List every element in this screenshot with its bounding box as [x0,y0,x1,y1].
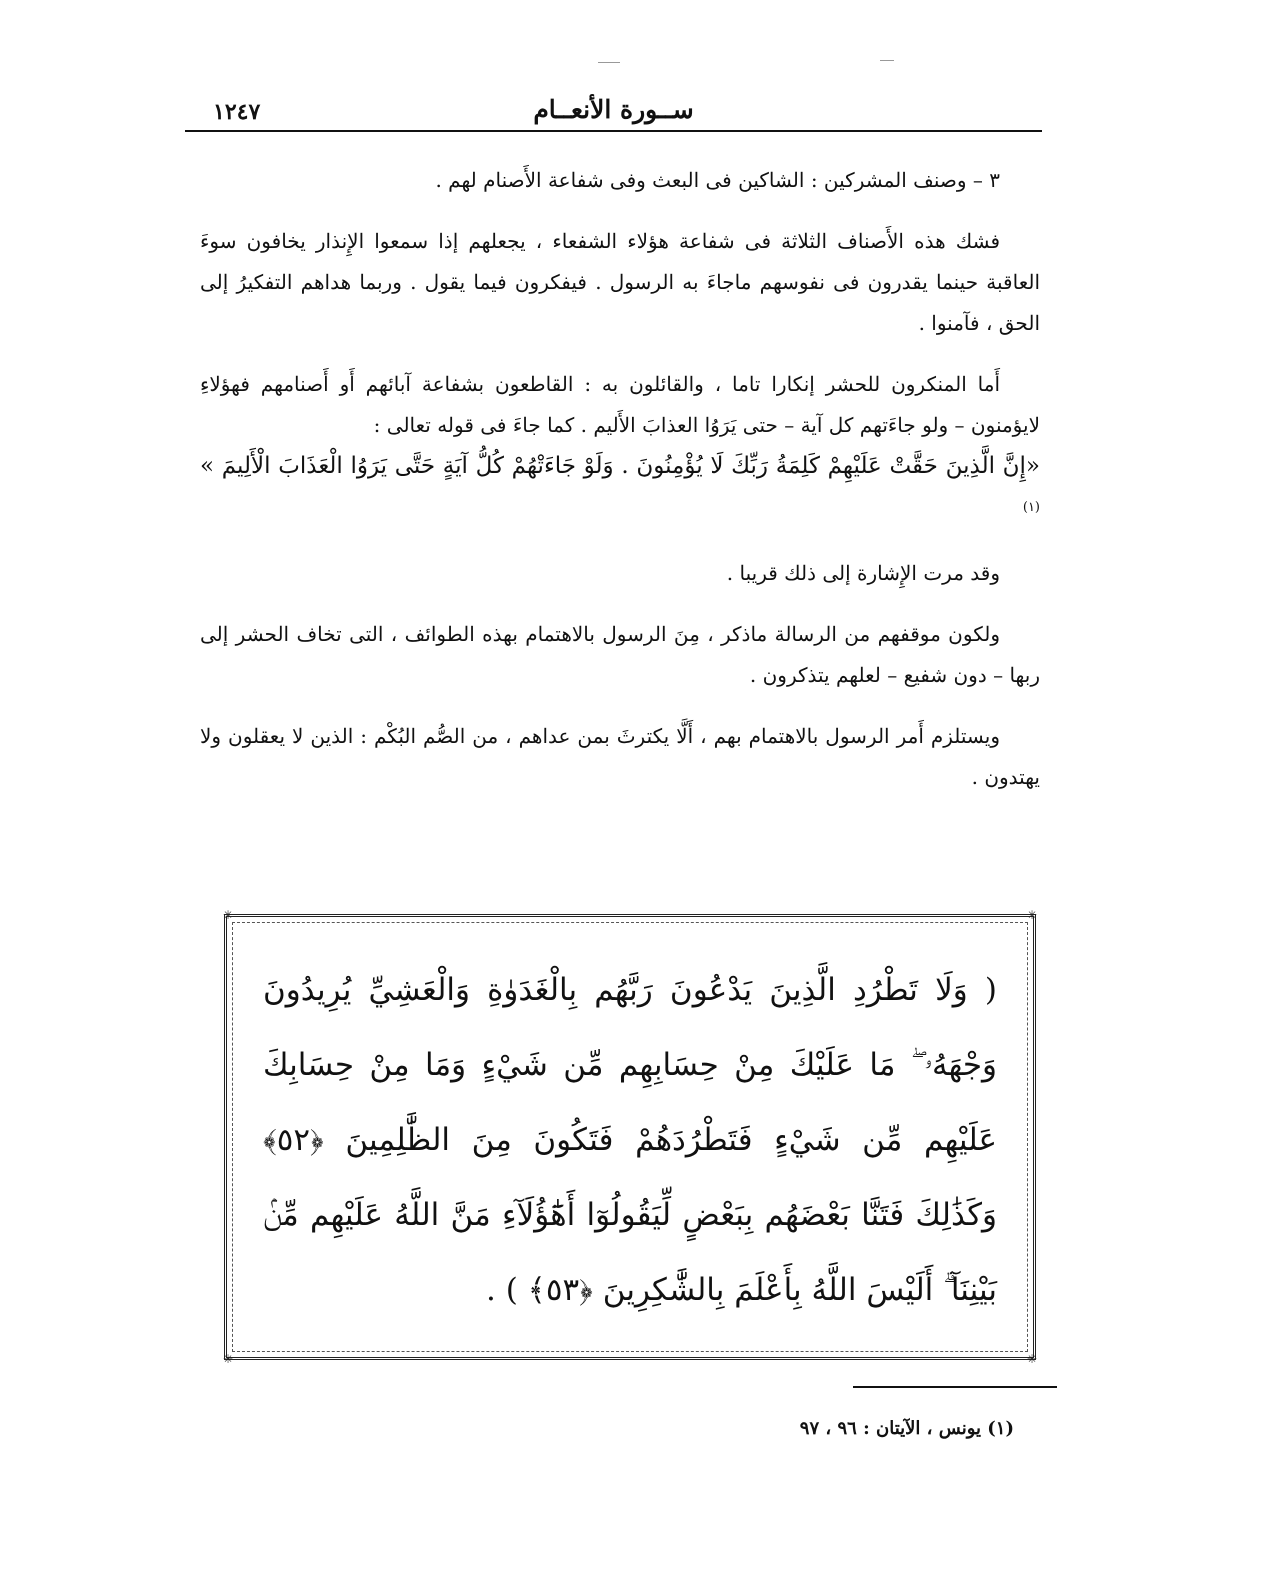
star-ornament-icon: ✳ [223,1352,234,1366]
scan-artifact-top-right [880,60,894,61]
paragraph: وقد مرت الإِشارة إلى ذلك قريبا . [726,560,1000,585]
header-rule [185,130,1042,132]
scan-artifact-top [598,62,620,63]
paragraph: ويستلزم أَمر الرسول بالاهتمام بهم ، أَلَّا يكترثَ بمن عداهم ، من الصُّم البُكْم : الذين لا يعقلون ولا يهتدون . [200,723,1040,789]
quranic-quote: «إِنَّ الَّذِينَ حَقَّتْ عَلَيْهِمْ كَلِمَةُ رَبِّكَ لَا يُؤْمِنُونَ . وَلَوْ جَاءَتْهُمْ كُلُّ آيَةٍ حَتَّى يَرَوُا الْعَذَابَ الْأَلِيمَ » [200,453,1040,479]
star-ornament-icon: ✳ [1026,1352,1037,1366]
footnote-rule [853,1386,1057,1388]
footnote-marker: (١) [1022,500,1040,515]
surah-title: ســورة الأنعــام [533,95,694,124]
verse-frame [223,908,1037,1366]
page-number: ١٢٤٧ [213,99,261,125]
paragraph: فشك هذه الأَصناف الثلاثة فى شفاعة هؤلاء الشفعاء ، يجعلهم إذا سمعوا الإِنذار يخافون سوءَ العاقبة حينما يقدرون فى نفوسهم ماجاءَ به الرسول . فيفكرون فيما يقول . وربما هداهم التفكيرُ إلى الحق ، فآمنوا . [200,229,1040,335]
paragraph-text: أَما المنكرون للحشر إنكارا تاما ، والقائلون به : القاطعون بشفاعة آبائهم أَو أَصنامهم فهؤلاءِ لايؤمنون – ولو جاءَتهم كل آية – حتى يَرَوُا العذابَ الأَليم . كما جاءَ فى قوله تعالى : [200,372,1040,437]
commentary-body [200,160,1040,798]
paragraph [200,364,1040,533]
paragraph: ٣ – وصنف المشركين : الشاكين فى البعث وفى شفاعة الأَصنام لهم . [435,168,1000,192]
star-ornament-icon: ✳ [223,908,234,922]
paragraph: ولكون موقفهم من الرسالة ماذكر ، مِنَ الرسول بالاهتمام بهذه الطوائف ، التى تخاف الحشر إلى ربها – دون شفيع – لعلهم يتذكرون . [200,621,1040,687]
quran-verse: ( وَلَا تَطْرُدِ الَّذِينَ يَدْعُونَ رَبَّهُم بِالْغَدَوٰةِ وَالْعَشِيِّ يُرِيدُونَ وَجْهَهُۥ ۖ مَا عَلَيْكَ مِنْ حِسَابِهِم مِّن شَيْءٍ وَمَا مِنْ حِسَابِكَ عَلَيْهِم مِّن شَيْءٍ فَتَطْرُدَهُمْ فَتَكُونَ مِنَ الظَّٰلِمِينَ ﴿٥٢﴾ وَكَذَٰلِكَ فَتَنَّا بَعْضَهُم بِبَعْضٍ لِّيَقُولُوٓا أَهَٰٓؤُلَآءِ مَنَّ اللَّهُ عَلَيْهِم مِّنۢ بَيْنِنَآ ۗ أَلَيْسَ اللَّهُ بِأَعْلَمَ بِالشَّٰكِرِينَ ﴿٥٣﴾ ) . [263,972,997,1308]
star-ornament-icon: ✳ [1026,908,1037,922]
page-header [185,92,1042,132]
footnote: (١) يونس ، الآيتان : ٩٦ ، ٩٧ [799,1418,1014,1439]
